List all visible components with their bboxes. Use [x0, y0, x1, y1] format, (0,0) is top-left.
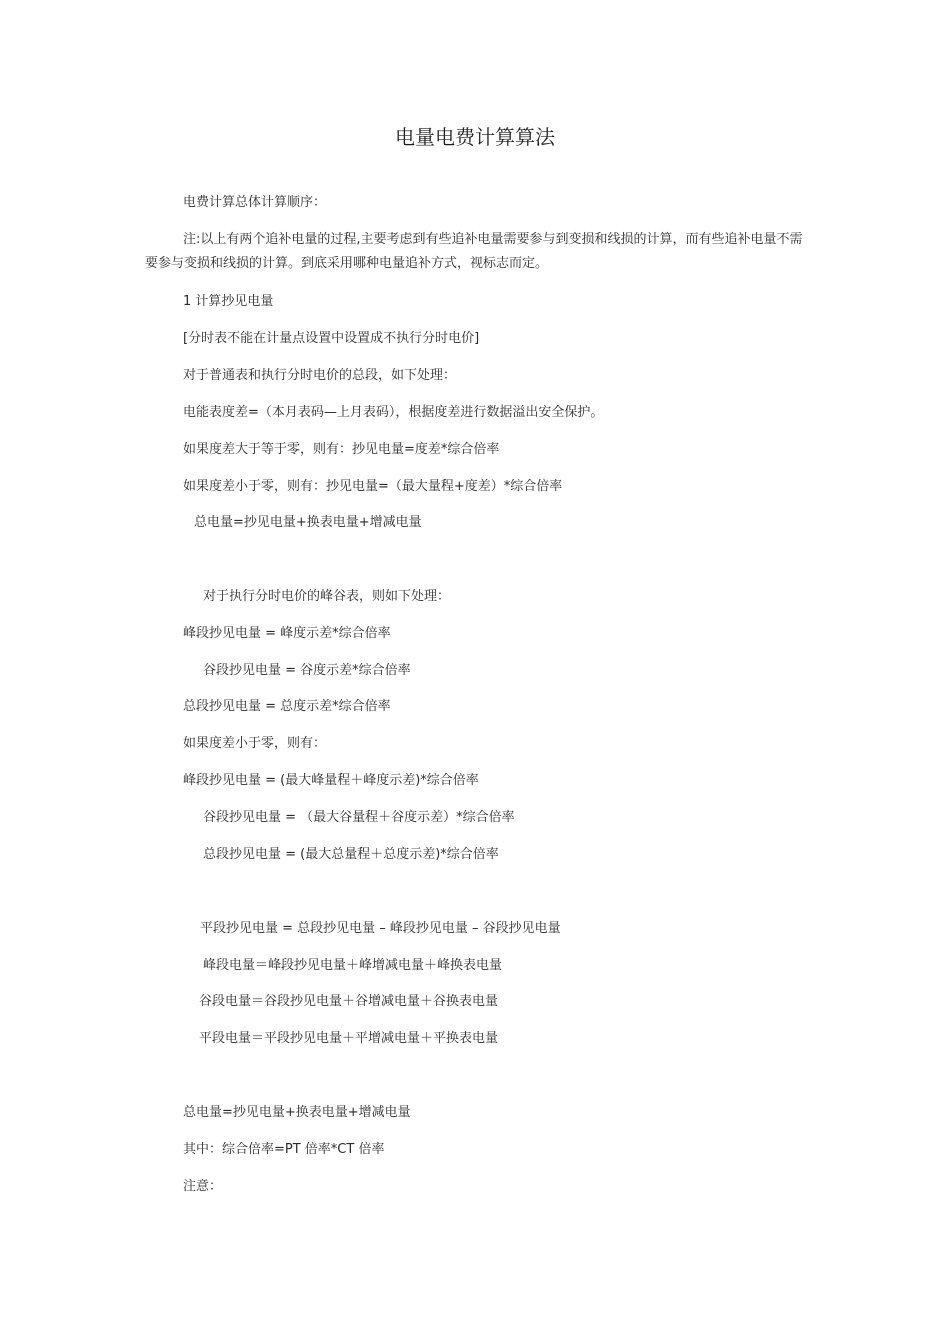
formula-total-energy: 总电量=抄见电量+换表电量+增减电量 — [194, 515, 422, 530]
text-line-bracket-note: [分时表不能在计量点设置中设置成不执行分时电价] — [183, 331, 480, 346]
text-line-normal-meter: 对于普通表和执行分时电价的总段，如下处理： — [183, 368, 457, 383]
formula-total-energy-2: 总电量=抄见电量+换表电量+增减电量 — [183, 1105, 411, 1120]
formula-valley-reading-overflow: 谷段抄见电量 = （最大谷量程＋谷度示差）*综合倍率 — [203, 810, 515, 825]
formula-total-reading-overflow: 总段抄见电量 = (最大总量程＋总度示差)*综合倍率 — [203, 847, 499, 862]
formula-combined-ratio: 其中：综合倍率=PT 倍率*CT 倍率 — [183, 1142, 385, 1157]
formula-valley-energy: 谷段电量＝谷段抄见电量＋谷增减电量＋谷换表电量 — [199, 994, 499, 1009]
document-title: 电量电费计算算法 — [395, 125, 555, 149]
formula-peak-energy: 峰段电量＝峰段抄见电量＋峰增减电量＋峰换表电量 — [203, 958, 503, 973]
formula-flat-energy: 平段电量＝平段抄见电量＋平增减电量＋平换表电量 — [199, 1031, 499, 1046]
text-line-diff-positive: 如果度差大于等于零，则有：抄见电量=度差*综合倍率 — [183, 442, 500, 457]
text-line-meter-diff: 电能表度差=（本月表码—上月表码），根据度差进行数据溢出安全保护。 — [183, 405, 604, 420]
text-line-calc-order: 电费计算总体计算顺序： — [183, 195, 327, 210]
formula-peak-reading-overflow: 峰段抄见电量 = (最大峰量程＋峰度示差)*综合倍率 — [183, 773, 479, 788]
formula-peak-reading: 峰段抄见电量 = 峰度示差*综合倍率 — [183, 626, 391, 641]
text-line-diff-negative-2: 如果度差小于零，则有： — [183, 736, 327, 751]
text-line-diff-negative: 如果度差小于零，则有：抄见电量=（最大量程+度差）*综合倍率 — [183, 479, 563, 494]
formula-valley-reading: 谷段抄见电量 = 谷度示差*综合倍率 — [203, 663, 411, 678]
text-line-tou-meter: 对于执行分时电价的峰谷表，则如下处理： — [203, 589, 451, 604]
text-line-attention: 注意： — [183, 1179, 223, 1194]
text-paragraph-note: 注:以上有两个追补电量的过程,主要考虑到有些追补电量需要参与到变损和线损的计算，而有些追补电量不需要参与变损和线损的计算。到底采用哪种电量追补方式，视标志而定。 — [145, 232, 803, 271]
section-heading-1: 1 计算抄见电量 — [183, 294, 274, 309]
formula-flat-reading: 平段抄见电量 = 总段抄见电量 – 峰段抄见电量 – 谷段抄见电量 — [200, 921, 561, 936]
formula-total-reading: 总段抄见电量 = 总度示差*综合倍率 — [183, 699, 391, 714]
